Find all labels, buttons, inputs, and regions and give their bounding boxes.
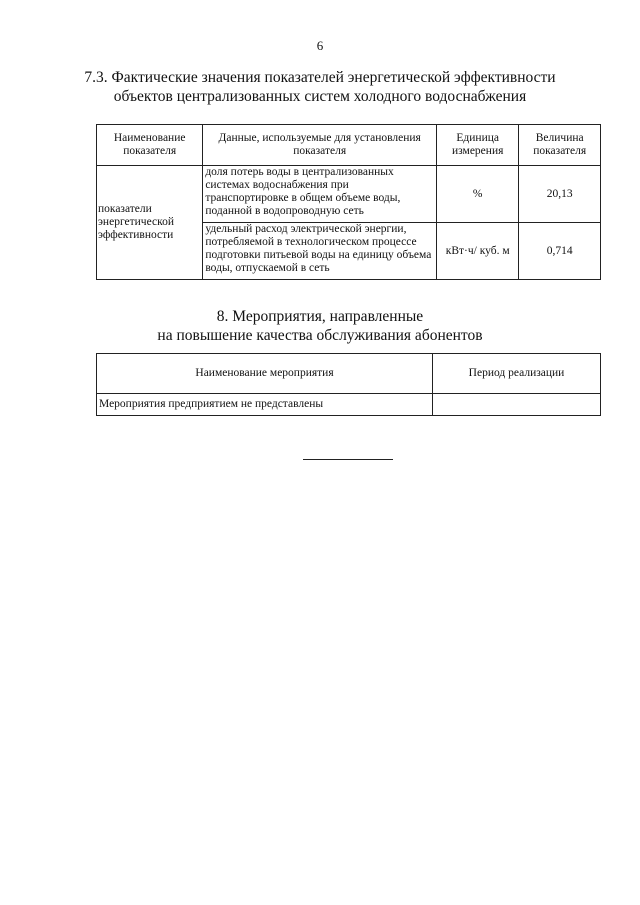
row-data-description: доля потерь воды в централизованных системах водоснабжения при транспортировке в общем объеме воды, поданной в водопроводную сеть — [203, 166, 437, 223]
row-unit: кВт·ч/ куб. м — [437, 223, 519, 280]
table-row — [97, 166, 601, 223]
row-measure-name: Мероприятия предприятием не представлены — [97, 394, 433, 416]
section-8-title-line1: 8. Мероприятия, направленные — [216, 308, 424, 325]
page-number: 6 — [316, 38, 324, 53]
closing-rule — [303, 459, 393, 460]
measures-table — [96, 353, 601, 416]
header-data-used: Данные, используемые для установления показателя — [203, 125, 437, 166]
row-data-description: удельный расход электрической энергии, потребляемой в технологическом процессе подготовки питьевой воды на единицу объема воды, отпускаемой в сеть — [203, 223, 437, 280]
table-header-row — [97, 125, 601, 166]
header-value: Величина показателя — [519, 125, 601, 166]
row-indicator-label: показатели энергетической эффективности — [97, 166, 203, 280]
energy-efficiency-table — [96, 124, 601, 280]
section-7-3-title-line2: объектов централизованных систем холодного водоснабжения — [113, 88, 527, 105]
row-value: 20,13 — [519, 166, 601, 223]
section-8-title — [0, 307, 640, 345]
header-measure-name: Наименование мероприятия — [97, 354, 433, 394]
header-indicator-name: Наименование показателя — [97, 125, 203, 166]
row-value: 0,714 — [519, 223, 601, 280]
section-7-3-title — [0, 68, 640, 106]
header-period: Период реализации — [433, 354, 601, 394]
header-unit: Единица измерения — [437, 125, 519, 166]
section-7-3-title-line1: 7.3. Фактические значения показателей энергетической эффективности — [84, 69, 556, 86]
row-period — [433, 394, 601, 416]
section-8-title-line2: на повышение качества обслуживания абонентов — [157, 327, 483, 344]
table-header-row — [97, 354, 601, 394]
row-unit: % — [437, 166, 519, 223]
table-row — [97, 394, 601, 416]
